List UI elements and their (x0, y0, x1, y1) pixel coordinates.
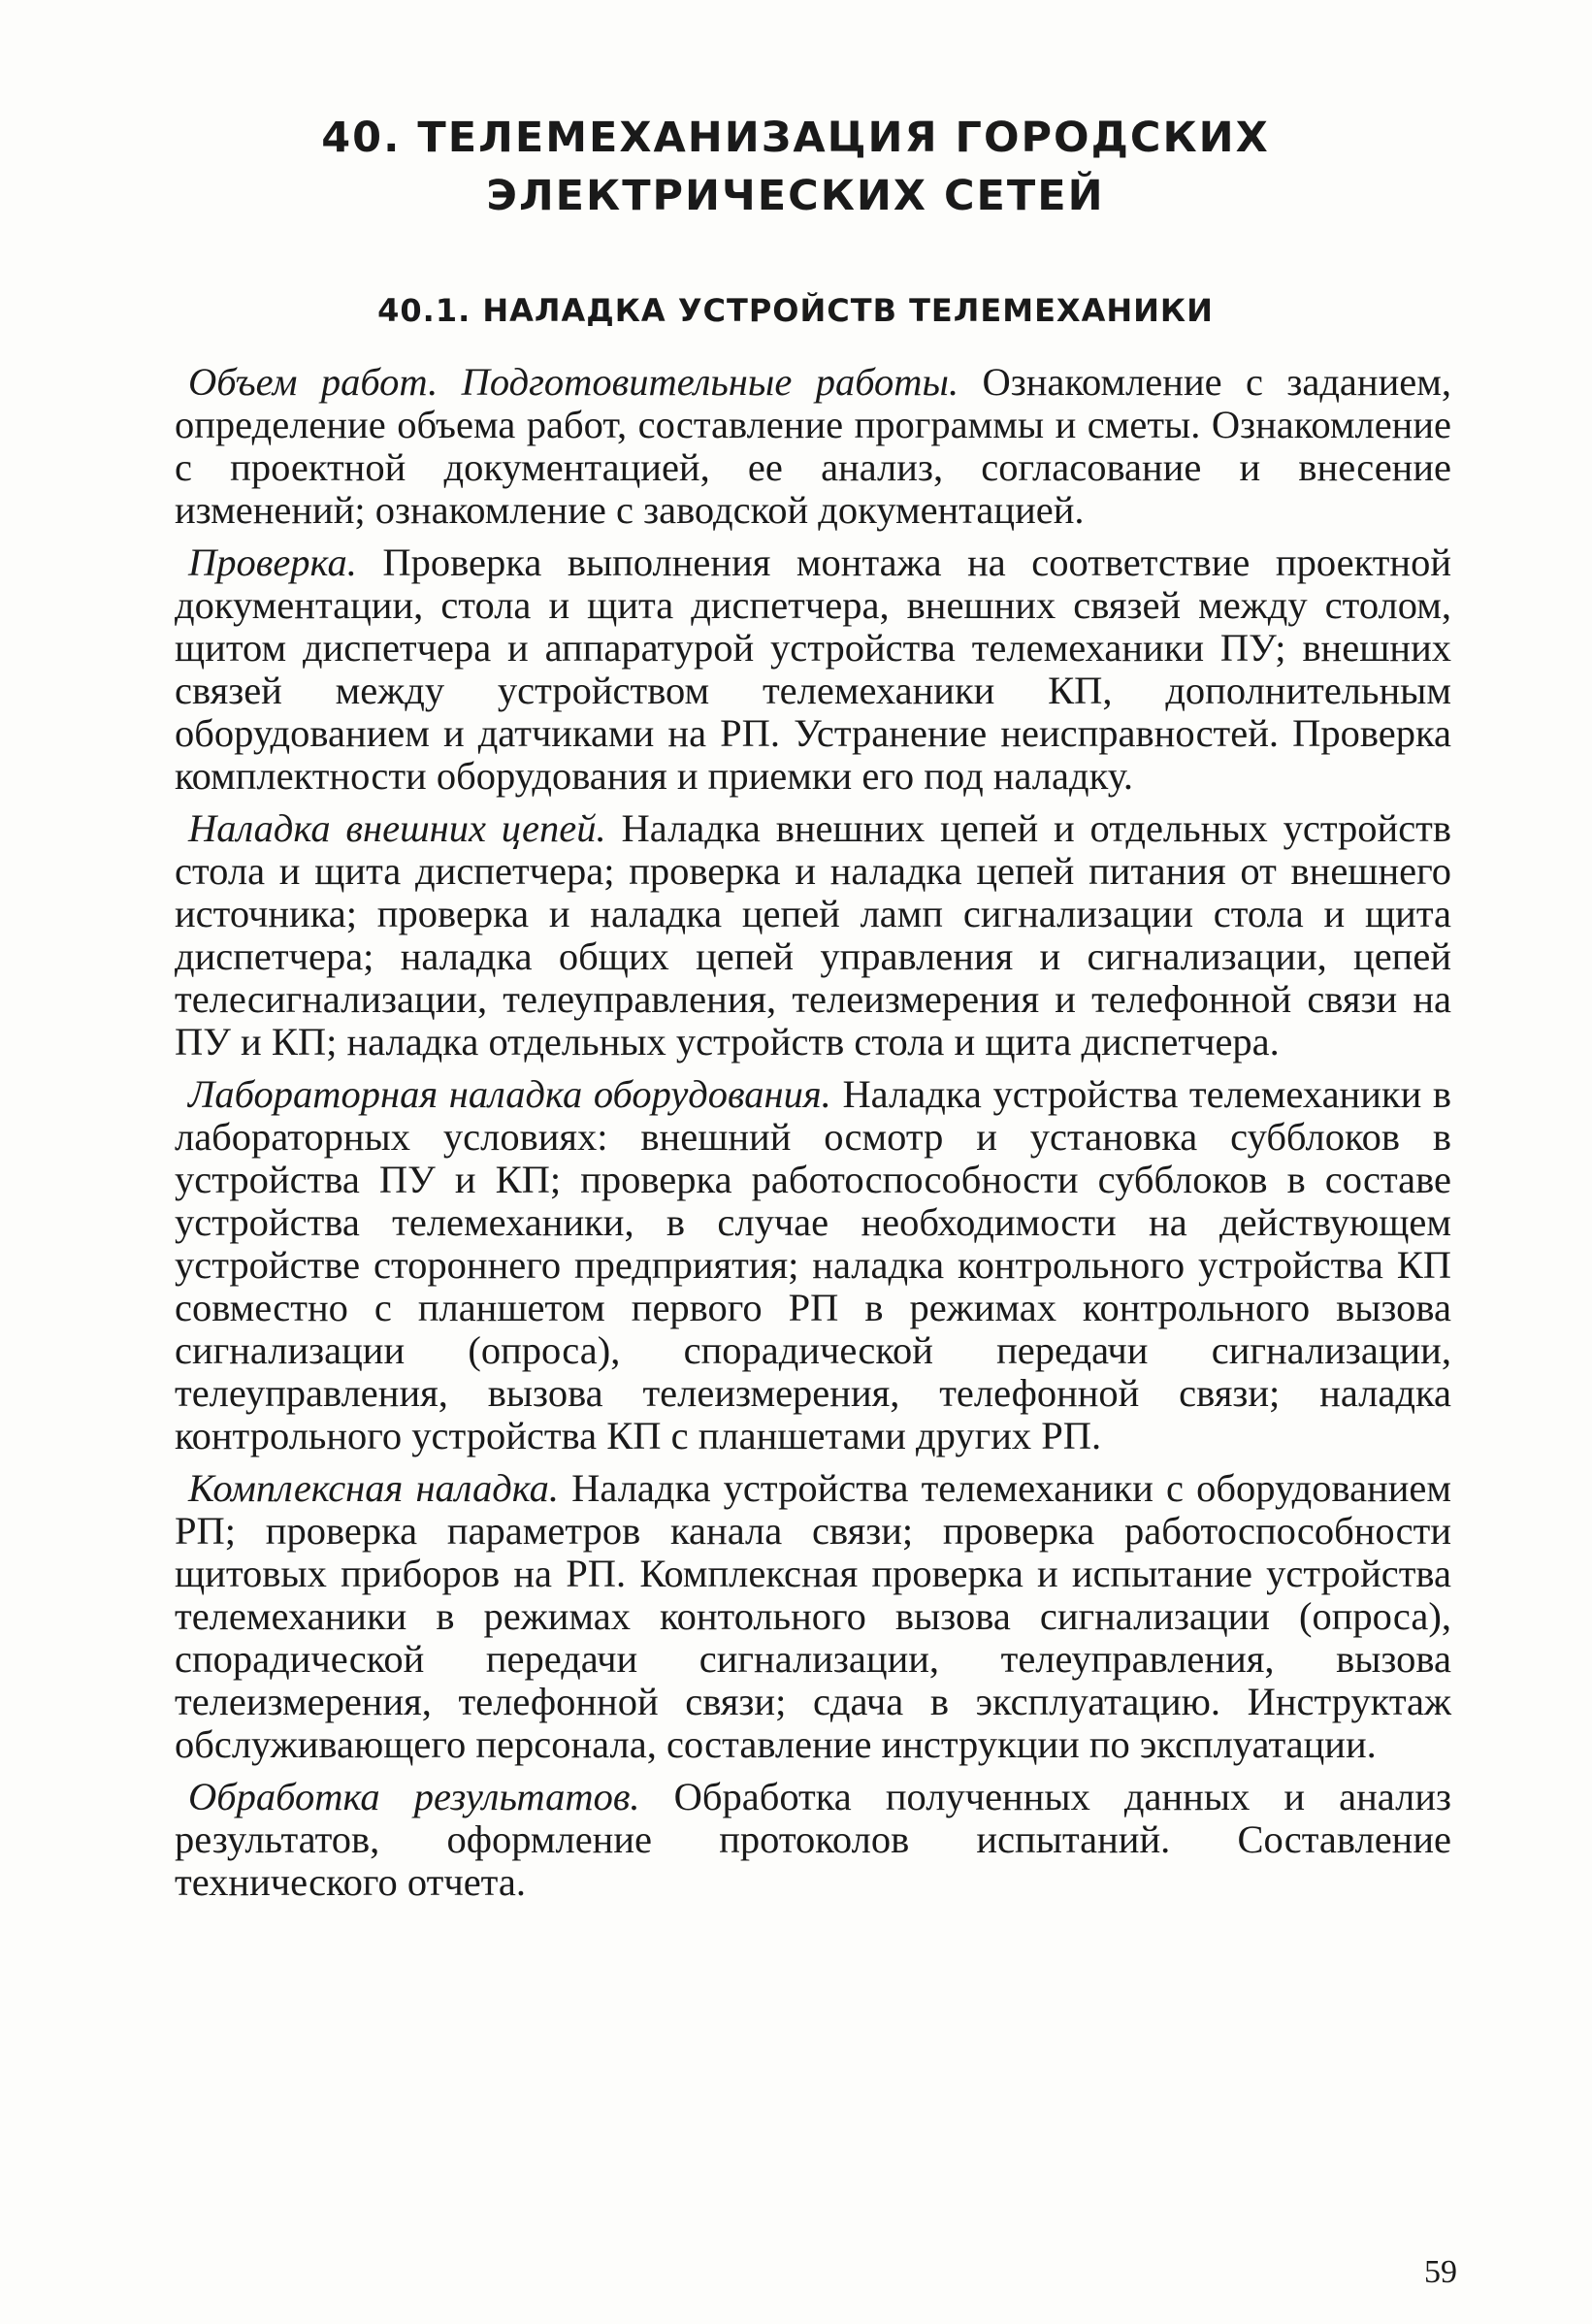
paragraph-lead: Проверка. (188, 540, 357, 584)
paragraph-text: Наладка устройства телемеханики с оборудованием РП; проверка параметров канала связи; проверка работоспособности щитовых приборов на РП. Комплексная проверка и испытание устройства телемеханики в режимах контольного вызова сигнализации (опроса), спорадической передачи сигнализации, телеуправления, вызова телеизмерения, телефонной связи; сдача в эксплуатацию. Инструктаж обслуживающего персонала, составление инструкции по эксплуатации. (175, 1466, 1452, 1766)
paragraph-text: Проверка выполнения монтажа на соответствие проектной документации, стола и щита диспетчера, внешних связей между столом, щитом диспетчера и аппаратурой устройства телемеханики ПУ; внешних связей между устройством телемеханики КП, дополнительным оборудованием и датчиками на РП. Устранение неисправностей. Проверка комплектности оборудования и приемки его под наладку. (175, 540, 1452, 798)
paragraph-text: Обработка полученных данных и анализ результатов, оформление протоколов испытаний. Составление технического отчета. (175, 1775, 1451, 1904)
paragraph-external-circuits (175, 807, 1451, 1064)
chapter-title: 40. ТЕЛЕМЕХАНИЗАЦИЯ ГОРОДСКИХ ЭЛЕКТРИЧЕСКИХ СЕТЕЙ (321, 114, 1270, 220)
paragraph-text: Наладка внешних цепей и отдельных устройств стола и щита диспетчера; проверка и наладка цепей питания от внешнего источника; проверка и наладка цепей ламп сигнализации стола и щита диспетчера; наладка общих цепей управления и сигнализации, цепей телесигнализации, телеуправления, телеизмерения и телефонной связи на ПУ и КП; наладка отдельных устройств стола и щита диспетчера. (175, 806, 1451, 1064)
paragraph-scope-of-work (175, 361, 1451, 532)
paragraph-inspection (175, 541, 1451, 798)
paragraph-lead: Объем работ. Подготовительные работы. (188, 360, 959, 404)
document-body (175, 349, 1451, 1914)
paragraph-complex-adjustment (175, 1467, 1451, 1766)
paragraph-lead: Наладка внешних цепей. (188, 806, 606, 850)
paragraph-lead: Обработка результатов. (188, 1775, 640, 1818)
paragraph-text: Наладка устройства телемеханики в лабораторных условиях: внешний осмотр и установка субблоков в устройства ПУ и КП; проверка работоспособности субблоков в составе устройства телемеханики, в случае необходимости на действующем устройстве стороннего предприятия; наладка контрольного устройства КП совместно с планшетом первого РП в режимах контрольного вызова сигнализации (опроса), спорадической передачи сигнализации, телеуправления, вызова телеизмерения, телефонной связи; наладка контрольного устройства КП с планшетами других РП. (175, 1072, 1451, 1457)
paragraph-lead: Комплексная наладка. (188, 1466, 560, 1510)
paragraph-results-processing (175, 1776, 1451, 1904)
section-title: 40.1. НАЛАДКА УСТРОЙСТВ ТЕЛЕМЕХАНИКИ (377, 292, 1214, 329)
paragraph-lead: Лабораторная наладка оборудования. (188, 1072, 831, 1116)
paragraph-lab-adjustment (175, 1073, 1451, 1457)
page-number: 59 (1424, 2254, 1457, 2290)
paragraph-text: Ознакомление с заданием, определение объема работ, составление программы и сметы. Ознакомление с проектной документацией, ее анализ, согласование и внесение изменений; ознакомление с заводской документацией. (175, 360, 1451, 532)
